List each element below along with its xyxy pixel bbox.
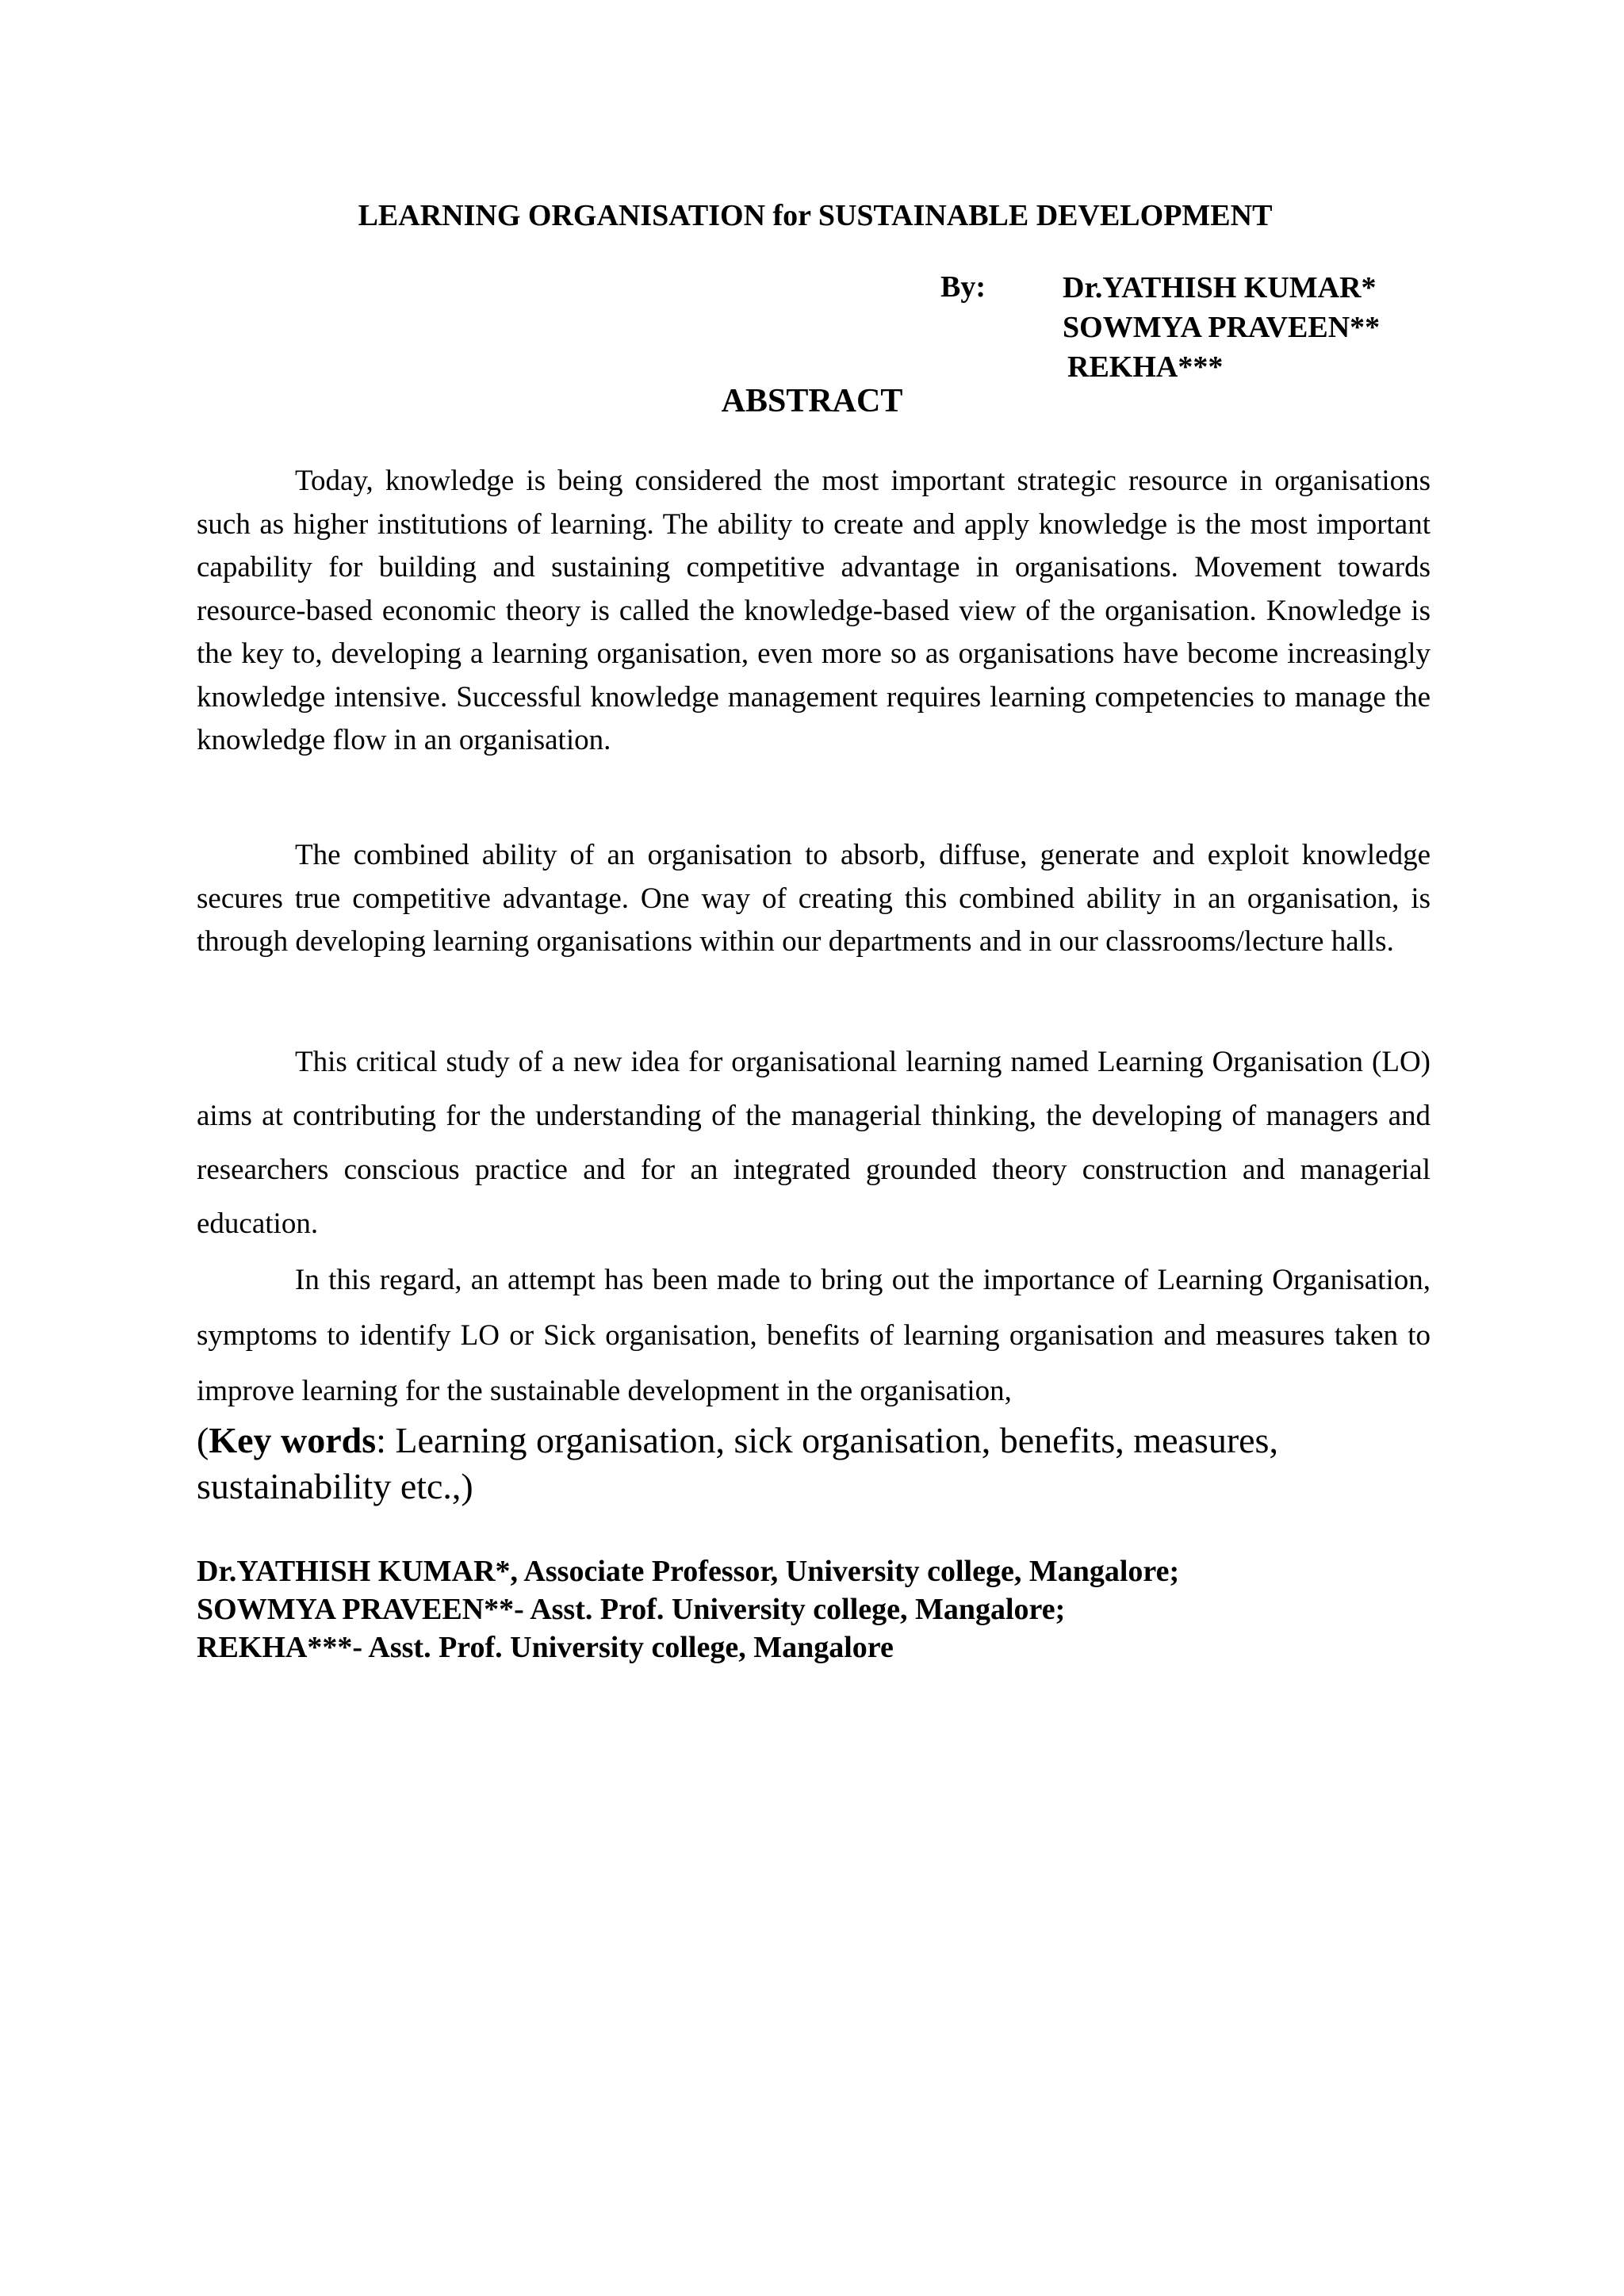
abstract-paragraph-3 [197,1035,1431,1251]
abstract-paragraph-1 [197,460,1431,763]
paragraph-text: In this regard, an attempt has been made to bring out the importance of Learning Organisation, symptoms to identify LO or Sick organisation, benefits of learning organisation and measures taken to improve learning for the sustainable development in the organisation, [197,1264,1431,1407]
abstract-paragraph-4 [197,1253,1431,1419]
affiliation-2: SOWMYA PRAVEEN**- Asst. Prof. University college, Mangalore; [197,1593,1066,1626]
keywords [197,1418,1465,1510]
paragraph-text: Today, knowledge is being considered the most important strategic resource in organisations such as higher institutions of learning. The ability to create and apply knowledge is the most important capability for building and sustaining competitive advantage in organisations. Movement towards resource-based economic theory is called the knowledge-based view of the organisation. Knowledge is the key to, developing a learning organisation, even more so as organisations have become increasingly knowledge intensive. Successful knowledge management requires learning competencies to manage the knowledge flow in an organisation. [197,465,1431,756]
abstract-paragraph-2 [197,834,1431,964]
author-list [1063,268,1380,387]
abstract-heading-text: ABSTRACT [721,383,903,419]
byline-label: By: [940,270,986,304]
keywords-text: : Learning organisation, sick organisation, benefits, measures, sustainability etc.,) [197,1420,1278,1506]
author-1: Dr.YATHISH KUMAR* [1063,271,1377,304]
paragraph-text: The combined ability of an organisation to absorb, diffuse, generate and exploit knowledge secures true competitive advantage. One way of creating this combined ability in an organisation, is through developing learning organisations within our departments and in our classrooms/lecture halls. [197,839,1431,958]
keywords-open-paren: ( [197,1420,209,1460]
author-3: REKHA*** [1067,350,1224,384]
affiliation-1: Dr.YATHISH KUMAR*, Associate Professor, University college, Mangalore; [197,1555,1180,1588]
author-2: SOWMYA PRAVEEN** [1063,311,1381,344]
author-affiliations [197,1552,1179,1667]
keywords-label: Key words [209,1420,377,1460]
paper-title: LEARNING ORGANISATION for SUSTAINABLE DEVELOPMENT [358,199,1273,232]
affiliation-3: REKHA***- Asst. Prof. University college, Mangalore [197,1631,894,1664]
abstract-heading [0,381,1624,422]
paragraph-text: This critical study of a new idea for organisational learning named Learning Organisation (LO) aims at contributing for the understanding of the managerial thinking, the developing of managers and researchers conscious practice and for an integrated grounded theory construction and managerial education. [197,1046,1431,1240]
